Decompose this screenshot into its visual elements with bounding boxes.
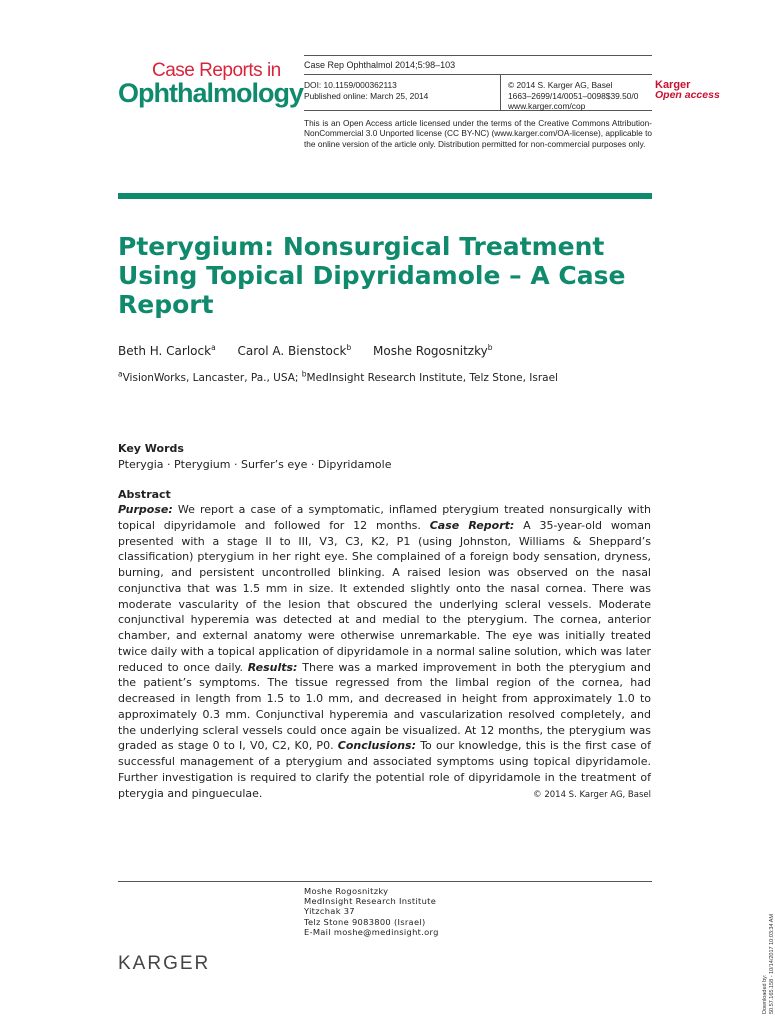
correspondence-address: Moshe Rogosnitzky MedInsight Research Institute Yitzchak 37 Telz Stone 9083800 (Israel) E-Mail moshe@medinsight.org [304,886,439,937]
issn: 1663–2699/14/0051–0098$39.50/0 [508,90,639,101]
header-rule-top [304,55,652,56]
header-copyright: © 2014 S. Karger AG, Basel [508,80,613,90]
journal-logo-line2: Ophthalmology [118,78,303,108]
abstract-heading: Abstract [118,488,171,501]
header-rule-bottom [304,110,652,111]
karger-logo-text: Karger [655,79,691,91]
affiliations: $^a$VisionWorks, Lancaster, Pa., USA; $^b$MedInsight Research Institute, Telz Stone, Israel [118,369,558,384]
header-rule-mid [304,74,652,75]
author: Beth H. Carlock$^a$ [118,343,216,358]
open-access-logo-text: Open access [655,89,720,101]
abstract-body: Purpose: We report a case of a symptomatic, inflamed pterygium treated nonsurgically with topical dipyridamole and followed for 12 months. Case Report: A 35-year-old woman presented with a stage II to III, V3, C3, K2, P1 (using Johnston, Williams & Sheppard’s classification) pterygium in her right eye. She complained of a foreign body sensation, dryness, burning, and persistent uncontrolled blinking. A raised lesion was observed on the nasal conjunctiva that was 1.5 mm in size. It extended slightly onto the nasal cornea. There was moderate vascularity of the lesion that obscured the underlying scleral vessels. Moderate conjunctival hyperemia was detected at and medial to the pterygium. The cornea, anterior chamber, and external anatomy were otherwise unremarkable. The eye was initially treated twice daily with a topical application of dipyridamole in a normal saline solution, which was later reduced to once daily. Results: There was a marked improvement in both the pterygium and the patient’s symptoms. The tissue regressed from the limbal region of the cornea, had decreased in length from 1.5 to 1.0 mm, and decreased in height from approximately 1.0 to approximately 0.3 mm. Conjunctival hyperemia and vascularization resolved completely, and the underlying scleral vessels could once again be visualized. At 12 months, the pterygium was graded as stage 0 to I, V0, C2, K0, P0. Conclusions: To our knowledge, this is the first case of successful management of a pterygium and associated symptoms using topical dipyridamole. Further investigation is required to clarify the potential role of dipyridamole in the treatment of pterygia and pingueculae. © 2014 S. Karger AG, Basel [118,502,651,803]
email-link[interactable]: E-Mail moshe@medinsight.org [304,926,439,937]
journal-logo-line1: Case Reports in [152,60,281,81]
header-divider [500,74,501,110]
karger-footer-logo: KARGER [118,953,211,974]
citation: Case Rep Ophthalmol 2014;5:98–103 [304,60,456,70]
website-link[interactable]: www.karger.com/cop [508,101,586,111]
footer-rule [118,881,652,882]
author: Moshe Rogosnitzky$^b$ [373,343,493,358]
title-separator-bar [118,193,652,199]
karger-open-access-logo [655,80,720,100]
article-title: Pterygium: Nonsurgical Treatment Using Topical Dipyridamole – A Case Report [118,232,626,319]
published-date: Published online: March 25, 2014 [304,90,429,101]
keywords-heading: Key Words [118,442,184,455]
download-note: Downloaded by: 50.57.165.158 - 10/14/2017 10:03:34 AM [762,914,775,1014]
keywords: Pterygia · Pterygium · Surfer’s eye · Dipyridamole [118,458,392,471]
author-list [118,344,510,358]
license-text: This is an Open Access article licensed under the terms of the Creative Commons Attribution-NonCommercial 3.0 Unported license (CC BY-NC) (www.karger.com/OA-license), applicable to the online version of the article only. Distribution permitted for non-commercial purposes only. [304,118,652,149]
doi[interactable]: DOI: 10.1159/000362113 [304,80,397,90]
abstract-copyright: © 2014 S. Karger AG, Basel [533,789,651,800]
author: Carol A. Bienstock$^b$ [237,343,352,358]
